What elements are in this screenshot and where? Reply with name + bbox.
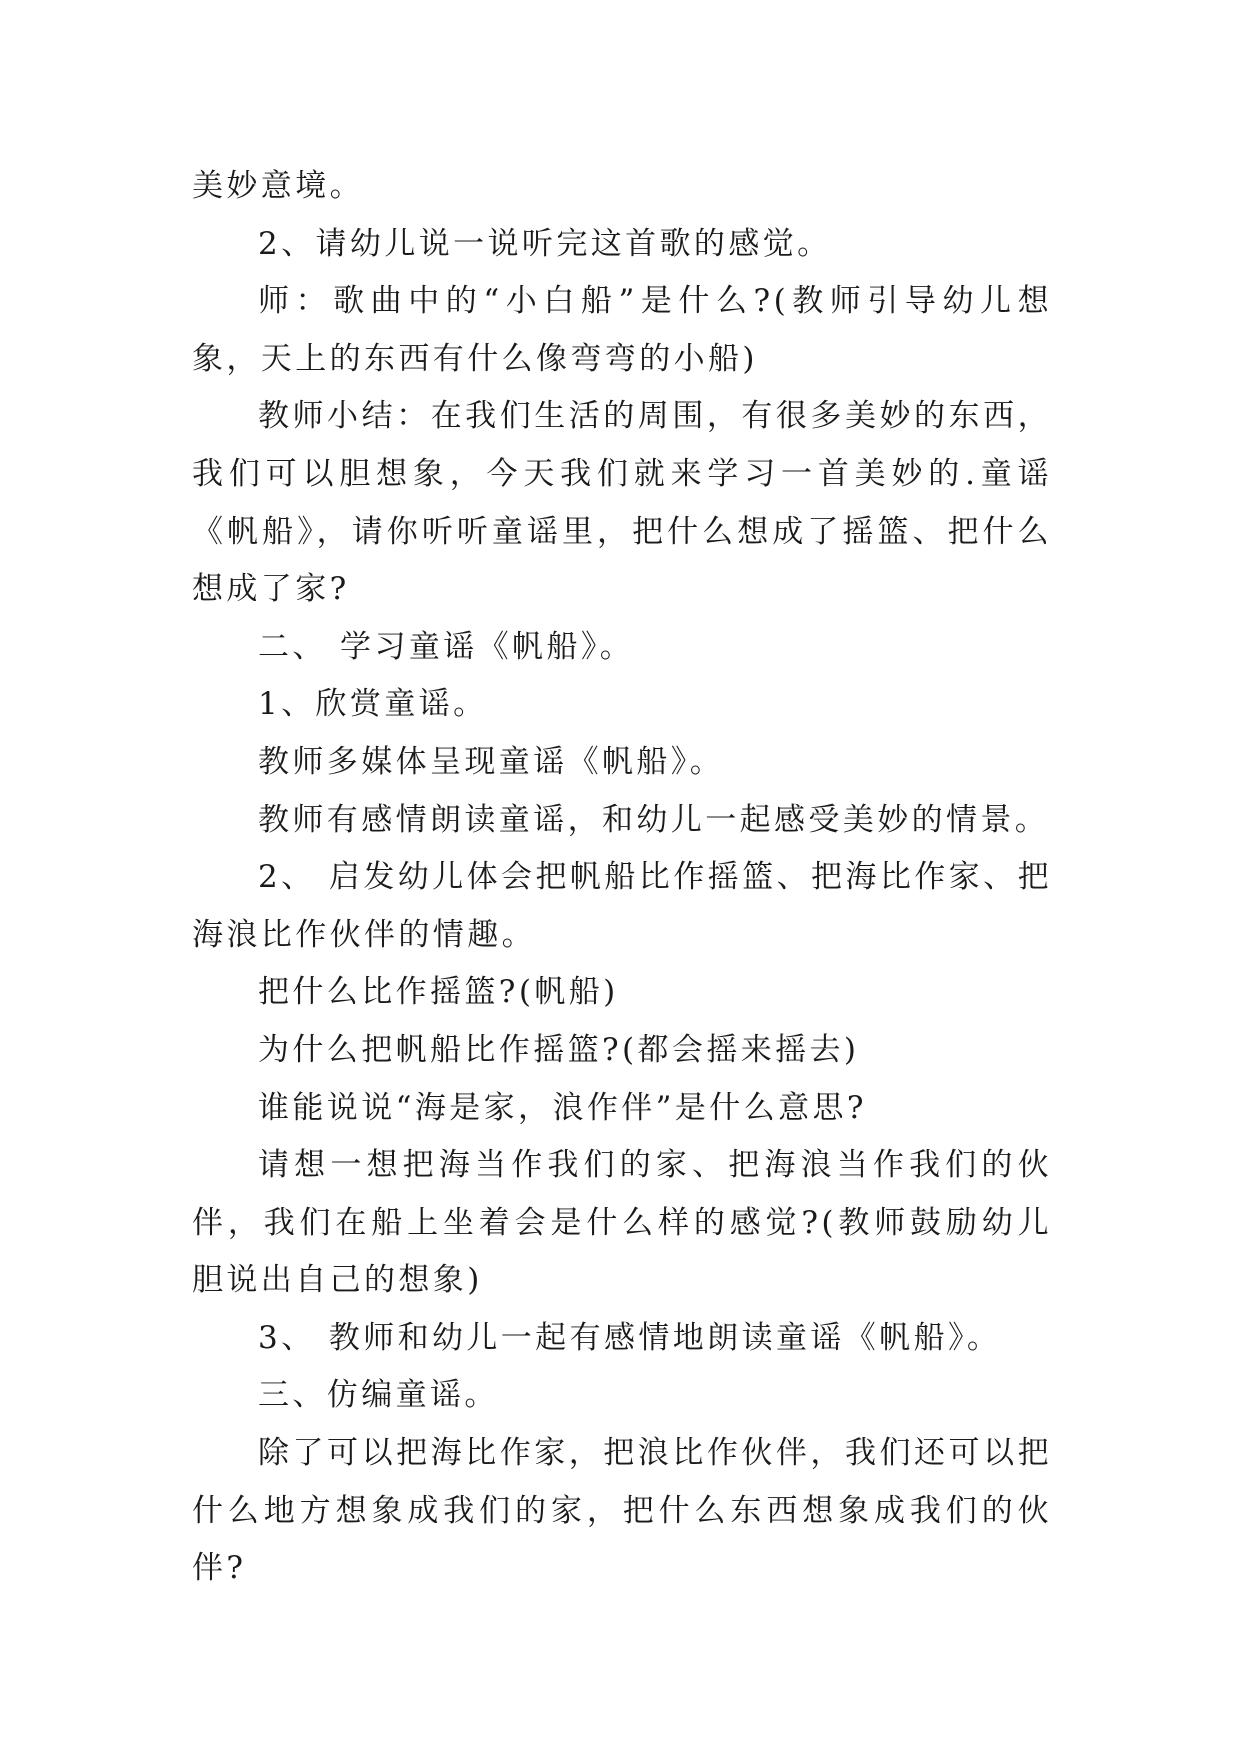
paragraph: 2、请幼儿说一说听完这首歌的感觉。 (258, 225, 832, 262)
paragraph: 1、欣赏童谣。 (258, 686, 488, 723)
paragraph: 谁能说说“海是家，浪作伴”是什么意思? (258, 1089, 867, 1126)
paragraph: 为什么把帆船比作摇篮?(都会摇来摇去) (258, 1031, 860, 1068)
paragraph: 把什么比作摇篮?(帆船) (258, 974, 619, 1011)
paragraph: 教师多媒体呈现童谣《帆船》。 (258, 743, 725, 780)
paragraph: 2、 启发幼儿体会把帆船比作摇篮、把海比作家、把海浪比作伙伴的情趣。 (192, 859, 1052, 953)
paragraph: 3、 教师和幼儿一起有感情地朗读童谣《帆船》。 (258, 1319, 1002, 1356)
paragraph: 请想一想把海当作我们的家、把海浪当作我们的伙伴，我们在船上坐着会是什么样的感觉?(教师鼓励幼儿胆说出自己的想象) (192, 1147, 1052, 1299)
paragraph: 教师有感情朗读童谣，和幼儿一起感受美妙的情景。 (258, 801, 1050, 838)
section-heading: 二、 学习童谣《帆船》。 (258, 628, 635, 665)
document-body (192, 158, 1052, 1598)
paragraph: 师：歌曲中的“小白船”是什么?(教师引导幼儿想象，天上的东西有什么像弯弯的小船) (192, 283, 1052, 377)
paragraph: 美妙意境。 (192, 168, 364, 204)
paragraph: 教师小结：在我们生活的周围，有很多美妙的东西，我们可以胆想象，今天我们就来学习一首美妙的.童谣《帆船》，请你听听童谣里，把什么想成了摇篮、把什么想成了家? (192, 398, 1052, 608)
section-heading: 三、仿编童谣。 (258, 1377, 499, 1414)
paragraph: 除了可以把海比作家，把浪比作伙伴，我们还可以把什么地方想象成我们的家，把什么东西想象成我们的伙伴? (192, 1435, 1052, 1587)
